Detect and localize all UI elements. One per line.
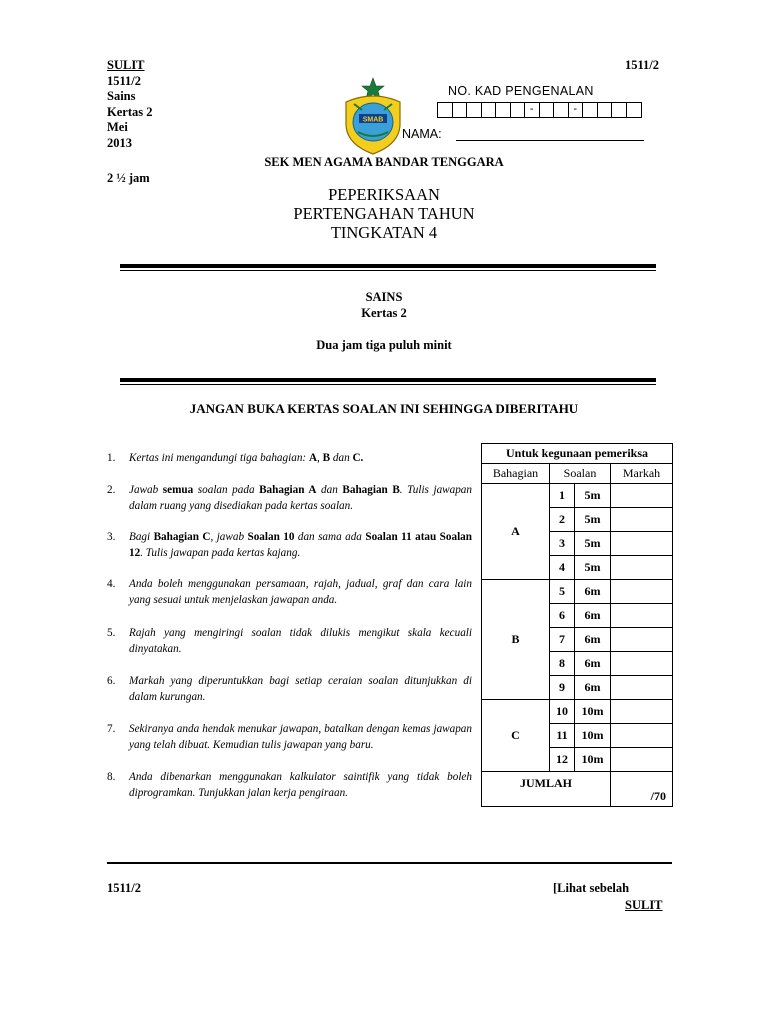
- footer-paper-code: 1511/2: [107, 881, 142, 895]
- subject-title: SAINS: [365, 290, 403, 304]
- instruction-fragment: dan: [330, 452, 353, 464]
- instruction-fragment: Markah yang diperuntukkan bagi setiap ceraian soalan ditunjukkan di dalam kurungan.: [129, 675, 472, 703]
- instruction-keyword: Bahagian C: [153, 531, 211, 543]
- marks-entry-cell[interactable]: [611, 580, 673, 604]
- question-number: 6: [550, 604, 575, 628]
- question-number: 4: [550, 556, 575, 580]
- instruction-text: [129, 530, 472, 561]
- ic-digit-cell[interactable]: [453, 103, 468, 117]
- instruction-text: [129, 770, 472, 801]
- subject-name: Sains: [107, 89, 136, 103]
- divider-thick: [120, 378, 656, 382]
- question-number: 9: [550, 676, 575, 700]
- marks-entry-cell[interactable]: [611, 628, 673, 652]
- instruction-text: [129, 577, 472, 608]
- instruction-keyword: B: [322, 452, 331, 464]
- table-row: [482, 700, 673, 724]
- name-label: NAMA:: [402, 127, 442, 141]
- instruction-number: 4.: [107, 578, 116, 590]
- instruction-text: [129, 722, 472, 753]
- section-label: A: [482, 484, 550, 580]
- section-label: C: [482, 700, 550, 772]
- table-row: [482, 580, 673, 604]
- instruction-keyword: semua: [162, 484, 194, 496]
- instruction-item: [107, 483, 472, 514]
- paper-label: Kertas 2: [107, 104, 153, 119]
- table-row: [482, 484, 673, 508]
- instruction-keyword: Soalan 10: [247, 531, 295, 543]
- ic-number-field[interactable]: [437, 102, 642, 118]
- instruction-keyword: Bahagian B: [342, 484, 400, 496]
- duration: 2 ½ jam: [107, 171, 150, 185]
- question-marks: 5m: [575, 508, 611, 532]
- instruction-fragment: Sekiranya anda hendak menukar jawapan, batalkan dengan kemas jawapan yang telah dibuat. Kemudian tulis jawapan yang baru.: [129, 723, 472, 751]
- ic-digit-cell[interactable]: [496, 103, 511, 117]
- ic-digit-cell[interactable]: -: [525, 103, 540, 117]
- instruction-text: [129, 451, 472, 467]
- column-header: Bahagian: [482, 464, 550, 484]
- paper-code-right: 1511/2: [625, 58, 660, 72]
- question-marks: 6m: [575, 676, 611, 700]
- question-number: 5: [550, 580, 575, 604]
- ic-digit-cell[interactable]: [540, 103, 555, 117]
- footer-sulit: SULIT: [625, 898, 663, 912]
- total-row: [482, 772, 673, 807]
- school-logo-icon: [332, 76, 414, 158]
- instruction-keyword: A: [308, 452, 318, 464]
- question-number: 10: [550, 700, 575, 724]
- question-marks: 6m: [575, 604, 611, 628]
- instruction-fragment: Anda boleh menggunakan persamaan, rajah, jadual, graf dan cara lain yang sesuai untuk menjelaskan jawapan anda.: [129, 578, 472, 606]
- instruction-fragment: , jawab: [210, 531, 248, 543]
- ic-digit-cell[interactable]: [438, 103, 453, 117]
- exam-title-line: PEPERIKSAAN: [328, 185, 440, 204]
- section-label: B: [482, 580, 550, 700]
- instruction-keyword: Soalan 11 atau Soalan 12: [129, 531, 473, 559]
- question-number: 11: [550, 724, 575, 748]
- table-title: Untuk kegunaan pemeriksa: [482, 444, 673, 464]
- total-label: JUMLAH: [482, 772, 611, 807]
- question-marks: 5m: [575, 556, 611, 580]
- paper-title: Kertas 2: [361, 306, 407, 320]
- instruction-number: 1.: [107, 452, 116, 464]
- instruction-fragment: . Tulis jawapan pada kertas kajang.: [140, 546, 301, 559]
- instruction-fragment: . Tulis jawapan dalam ruang yang disediakan pada kertas soalan.: [129, 484, 472, 512]
- total-value[interactable]: /70: [611, 772, 673, 807]
- marks-entry-cell[interactable]: [611, 604, 673, 628]
- ic-number-label: NO. KAD PENGENALAN: [448, 84, 594, 98]
- header-left: [107, 58, 152, 151]
- question-number: 1: [550, 484, 575, 508]
- exam-title-line: TINGKATAN 4: [330, 223, 438, 242]
- marks-entry-cell[interactable]: [611, 508, 673, 532]
- question-marks: 5m: [575, 484, 611, 508]
- instruction-number: 8.: [107, 771, 116, 783]
- question-number: 12: [550, 748, 575, 772]
- ic-digit-cell[interactable]: [554, 103, 569, 117]
- ic-digit-cell[interactable]: -: [569, 103, 584, 117]
- warning-text: JANGAN BUKA KERTAS SOALAN INI SEHINGGA DIBERITAHU: [189, 401, 579, 416]
- instruction-fragment: Kertas ini mengandungi tiga bahagian:: [129, 452, 309, 464]
- question-number: 2: [550, 508, 575, 532]
- instruction-number: 5.: [107, 627, 116, 639]
- instruction-text: [129, 483, 472, 514]
- ic-digit-cell[interactable]: [612, 103, 627, 117]
- question-marks: 10m: [575, 700, 611, 724]
- question-marks: 5m: [575, 532, 611, 556]
- instruction-fragment: Jawab: [129, 484, 163, 496]
- paper-code: 1511/2: [107, 73, 142, 88]
- instruction-number: 2.: [107, 484, 116, 496]
- instruction-fragment: dan: [316, 484, 343, 496]
- instruction-text: [129, 674, 472, 705]
- name-field[interactable]: [456, 140, 644, 141]
- instruction-item: [107, 722, 472, 753]
- instruction-item: [107, 674, 472, 705]
- instruction-number: 7.: [107, 723, 116, 735]
- ic-digit-cell[interactable]: [583, 103, 598, 117]
- marks-entry-cell[interactable]: [611, 700, 673, 724]
- marks-entry-cell[interactable]: [611, 724, 673, 748]
- instruction-item: [107, 770, 472, 801]
- question-marks: 6m: [575, 652, 611, 676]
- school-name: SEK MEN AGAMA BANDAR TENGGARA: [264, 155, 504, 169]
- column-header: Soalan: [550, 464, 611, 484]
- exam-year: 2013: [107, 135, 132, 150]
- question-number: 7: [550, 628, 575, 652]
- instruction-fragment: ,: [317, 452, 323, 464]
- ic-digit-cell[interactable]: [482, 103, 497, 117]
- instruction-item: [107, 451, 472, 467]
- column-header: Markah: [611, 464, 673, 484]
- footer-divider: [107, 862, 672, 864]
- question-marks: 10m: [575, 748, 611, 772]
- instruction-item: [107, 626, 472, 657]
- ic-digit-cell[interactable]: [467, 103, 482, 117]
- instruction-text: [129, 626, 472, 657]
- question-number: 3: [550, 532, 575, 556]
- question-marks: 10m: [575, 724, 611, 748]
- subject-block: [0, 289, 768, 321]
- instruction-fragment: Rajah yang mengiringi soalan tidak dilukis mengikut skala kecuali dinyatakan.: [129, 627, 472, 655]
- instruction-fragment: dan sama ada: [294, 531, 366, 543]
- instruction-fragment: soalan pada: [193, 484, 260, 496]
- question-marks: 6m: [575, 628, 611, 652]
- exam-month: Mei: [107, 120, 128, 134]
- instruction-fragment: Bagi: [129, 531, 154, 543]
- marks-entry-cell[interactable]: [611, 556, 673, 580]
- marks-entry-cell[interactable]: [611, 484, 673, 508]
- instruction-keyword: Bahagian A: [259, 484, 317, 496]
- exam-title-line: PERTENGAHAN TAHUN: [293, 204, 475, 223]
- instruction-keyword: C.: [352, 452, 364, 464]
- ic-digit-cell[interactable]: [598, 103, 613, 117]
- svg-text:SMAB: SMAB: [362, 116, 384, 124]
- question-number: 8: [550, 652, 575, 676]
- instruction-item: [107, 577, 472, 608]
- divider-thin: [120, 384, 656, 385]
- instruction-number: 6.: [107, 675, 116, 687]
- footer-turn-over: [Lihat sebelah: [553, 881, 630, 895]
- marks-entry-cell[interactable]: [611, 532, 673, 556]
- instruction-number: 3.: [107, 531, 116, 543]
- examiner-table: [481, 443, 673, 807]
- ic-digit-cell[interactable]: [511, 103, 526, 117]
- divider-thin: [120, 270, 656, 271]
- exam-title: [0, 185, 768, 242]
- marks-entry-cell[interactable]: [611, 748, 673, 772]
- instruction-fragment: Anda dibenarkan menggunakan kalkulator saintifik yang tidak boleh diprogramkan. Tunjukkan jalan kerja pengiraan.: [129, 771, 472, 799]
- marks-entry-cell[interactable]: [611, 676, 673, 700]
- sulit-label: SULIT: [107, 58, 145, 72]
- ic-digit-cell[interactable]: [627, 103, 642, 117]
- instruction-item: [107, 530, 472, 561]
- divider-thick: [120, 264, 656, 268]
- marks-entry-cell[interactable]: [611, 652, 673, 676]
- question-marks: 6m: [575, 580, 611, 604]
- time-allowed: Dua jam tiga puluh minit: [316, 338, 452, 352]
